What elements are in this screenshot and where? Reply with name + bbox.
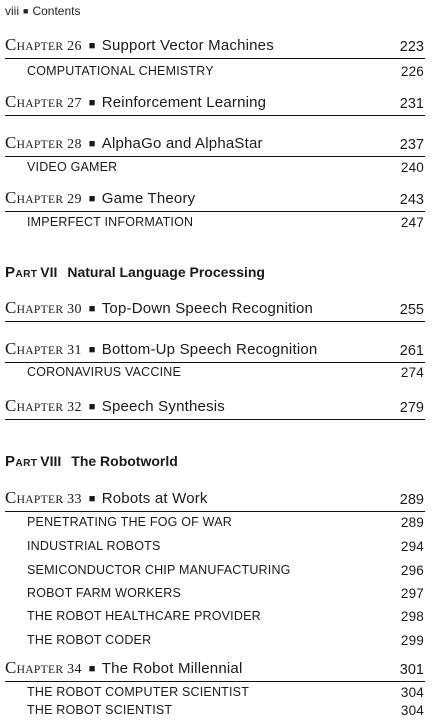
chapter-label: CHAPTER (5, 396, 64, 415)
section-title: IMPERFECT INFORMATION (27, 215, 194, 229)
toc-section[interactable] (27, 561, 425, 581)
toc-part[interactable] (5, 264, 265, 286)
separator-icon: ■ (88, 138, 96, 150)
chapter-page: 301 (399, 662, 424, 678)
chapter-number: 26 (67, 39, 82, 54)
part-title: Natural Language Processing (67, 264, 265, 280)
chapter-number: 32 (67, 400, 82, 415)
section-title: PENETRATING THE FOG OF WAR (27, 515, 232, 529)
section-title: SEMICONDUCTOR CHIP MANUFACTURING (27, 563, 291, 577)
chapter-title: Top-Down Speech Recognition (101, 300, 314, 317)
toc-chapter[interactable] (5, 338, 425, 363)
toc-section[interactable] (27, 607, 425, 627)
chapter-label: CHAPTER (5, 298, 64, 317)
chapter-page: 289 (399, 492, 424, 508)
chapter-page: 279 (399, 400, 424, 416)
separator-icon: ■ (88, 97, 96, 109)
chapter-label: CHAPTER (5, 133, 64, 152)
toc-chapter[interactable] (5, 34, 425, 59)
section-page: 299 (400, 633, 424, 648)
chapter-number: 30 (67, 302, 82, 317)
toc-chapter[interactable] (5, 91, 425, 116)
separator-icon: ■ (23, 6, 29, 16)
page-number: viii (5, 4, 19, 18)
separator-icon: ■ (88, 193, 96, 205)
chapter-number: 33 (67, 492, 82, 507)
section-title: VIDEO GAMER (27, 160, 118, 174)
chapter-page: 223 (399, 39, 424, 55)
chapter-page: 243 (399, 192, 424, 208)
chapter-title: Bottom-Up Speech Recognition (101, 341, 318, 358)
section-title: COMPUTATIONAL CHEMISTRY (27, 64, 214, 78)
chapter-title: Support Vector Machines (101, 37, 274, 54)
section-page: 294 (400, 539, 424, 554)
running-head-label: Contents (32, 4, 81, 18)
section-title: THE ROBOT COMPUTER SCIENTIST (27, 685, 250, 699)
section-title: THE ROBOT HEALTHCARE PROVIDER (27, 609, 261, 623)
toc-section[interactable] (27, 213, 425, 233)
separator-icon: ■ (88, 40, 96, 52)
toc-section[interactable] (27, 631, 425, 651)
section-page: 289 (400, 515, 424, 530)
toc-section[interactable] (27, 683, 425, 703)
toc-section[interactable] (27, 513, 425, 533)
chapter-label: CHAPTER (5, 35, 64, 54)
section-page: 226 (400, 64, 424, 79)
chapter-number: 31 (67, 343, 82, 358)
chapter-page: 231 (399, 96, 424, 112)
chapter-title: AlphaGo and AlphaStar (101, 135, 263, 152)
chapter-page: 255 (399, 302, 424, 318)
chapter-title: Robots at Work (101, 490, 208, 507)
chapter-number: 28 (67, 137, 82, 152)
chapter-label: CHAPTER (5, 92, 64, 111)
section-page: 304 (400, 703, 424, 718)
separator-icon: ■ (88, 663, 96, 675)
part-label: PART (5, 264, 38, 281)
section-page: 274 (400, 365, 424, 380)
toc-chapter[interactable] (5, 297, 425, 322)
toc-chapter[interactable] (5, 395, 425, 420)
chapter-number: 34 (67, 662, 82, 677)
section-page: 304 (400, 685, 424, 700)
section-page: 240 (400, 160, 424, 175)
chapter-label: CHAPTER (5, 488, 64, 507)
separator-icon: ■ (88, 344, 96, 356)
chapter-title: Reinforcement Learning (101, 94, 267, 111)
part-label: PART (5, 453, 38, 470)
toc-chapter[interactable] (5, 132, 425, 157)
section-title: ROBOT FARM WORKERS (27, 586, 182, 600)
section-page: 296 (400, 563, 424, 578)
chapter-title: Game Theory (101, 190, 196, 207)
chapter-page: 237 (399, 137, 424, 153)
chapter-title: Speech Synthesis (101, 398, 226, 415)
chapter-page: 261 (399, 343, 424, 359)
section-page: 297 (400, 586, 424, 601)
chapter-label: CHAPTER (5, 339, 64, 358)
section-page: 247 (400, 215, 424, 230)
section-title: THE ROBOT SCIENTIST (27, 703, 173, 717)
section-title: THE ROBOT CODER (27, 633, 152, 647)
part-number: VIII (40, 453, 62, 469)
toc-section[interactable] (27, 584, 425, 604)
separator-icon: ■ (88, 493, 96, 505)
separator-icon: ■ (88, 401, 96, 413)
section-page: 298 (400, 609, 424, 624)
toc-section[interactable] (27, 701, 425, 721)
toc-chapter[interactable] (5, 187, 425, 212)
running-head (5, 4, 80, 18)
part-number: VII (40, 264, 58, 280)
chapter-number: 29 (67, 192, 82, 207)
toc-section[interactable] (27, 537, 425, 557)
toc-part[interactable] (5, 453, 178, 475)
chapter-label: CHAPTER (5, 188, 64, 207)
toc-section[interactable] (27, 363, 425, 383)
chapter-label: CHAPTER (5, 658, 64, 677)
section-title: INDUSTRIAL ROBOTS (27, 539, 161, 553)
section-title: CORONAVIRUS VACCINE (27, 365, 182, 379)
toc-chapter[interactable] (5, 657, 425, 682)
chapter-title: The Robot Millennial (101, 660, 243, 677)
chapter-number: 27 (67, 96, 82, 111)
toc-section[interactable] (27, 62, 425, 82)
toc-section[interactable] (27, 158, 425, 178)
toc-chapter[interactable] (5, 487, 425, 512)
part-title: The Robotworld (71, 453, 178, 469)
separator-icon: ■ (88, 303, 96, 315)
